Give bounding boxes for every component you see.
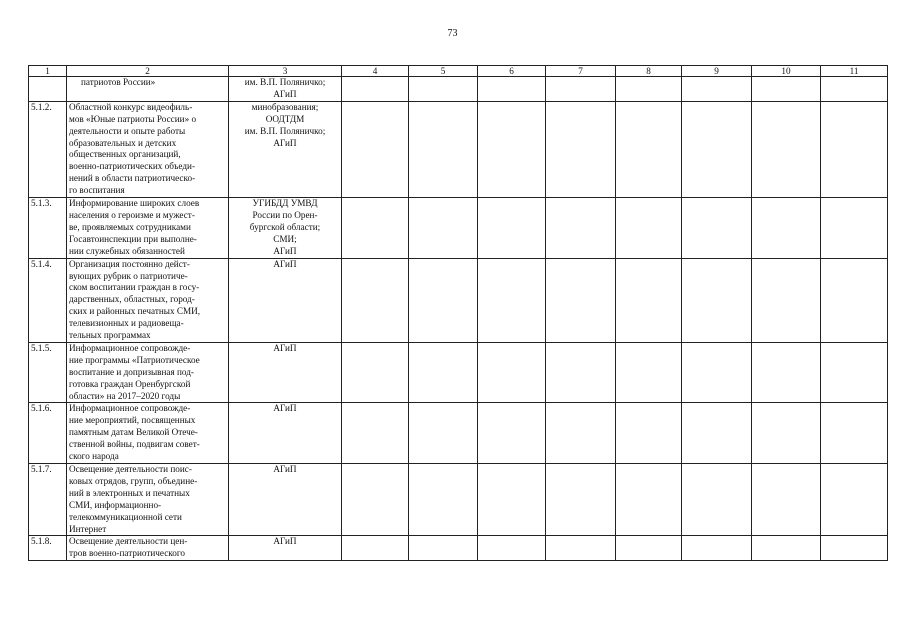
empty-cell-col-10 (752, 464, 821, 536)
executor-line: АГиП (273, 403, 297, 414)
activity-name-line: го воспитания (69, 185, 125, 196)
activity-name-line: тров военно-патриотического (69, 548, 186, 559)
executor-line: им. В.П. Поляничко; (244, 77, 326, 87)
empty-cell-col-10 (752, 258, 821, 342)
activity-name-line: Организация постоянно дейст- (69, 258, 190, 269)
executor-line: им. В.П. Поляничко; (244, 125, 326, 136)
table-row (29, 536, 888, 561)
empty-cell-col-11 (821, 198, 888, 259)
activity-name-line: Областной конкурс видеофиль- (69, 101, 193, 112)
executor-line: УГИБДД УМВД (252, 198, 318, 209)
header-cell: 5 (409, 66, 478, 77)
activity-name-line: тельных программах (69, 330, 151, 341)
empty-cell-col-4 (342, 342, 409, 403)
activity-name (67, 77, 229, 102)
header-cell: 11 (821, 66, 888, 77)
empty-cell-col-9 (682, 198, 752, 259)
activity-name (67, 198, 229, 259)
activity-name-line: телевизионных и радиовеща- (69, 318, 184, 329)
header-cell: 6 (478, 66, 546, 77)
empty-cell-col-7 (546, 464, 616, 536)
activity-name-line: Информационное сопровожде- (69, 403, 191, 414)
activity-name-line: телекоммуникационной сети (69, 511, 182, 522)
empty-cell-col-8 (616, 258, 682, 342)
executor-line: АГиП (273, 342, 297, 353)
activity-name-line: нений в области патриотическо- (69, 173, 196, 184)
activity-name-line: ском воспитании граждан в госу- (69, 282, 200, 293)
empty-cell-col-10 (752, 342, 821, 403)
empty-cell-col-7 (546, 258, 616, 342)
executor-line: АГиП (273, 536, 297, 547)
empty-cell-col-4 (342, 536, 409, 561)
empty-cell-col-5 (409, 464, 478, 536)
empty-cell-col-6 (478, 342, 546, 403)
empty-cell-col-5 (409, 101, 478, 197)
activity-name-line: Информирование широких слоев (69, 198, 200, 209)
header-row (29, 66, 888, 77)
empty-cell-col-5 (409, 198, 478, 259)
executor (229, 258, 342, 342)
executor-line: России по Орен- (252, 209, 318, 220)
table-row (29, 198, 888, 259)
activity-name-line: памятным датам Великой Отече- (69, 427, 198, 438)
executor (229, 77, 342, 102)
table-row (29, 101, 888, 197)
activity-name-line: ственной войны, подвигам совет- (69, 439, 200, 450)
empty-cell-col-5 (409, 342, 478, 403)
activity-name-line: ние программы «Патриотическое (69, 354, 200, 365)
empty-cell-col-5 (409, 536, 478, 561)
activity-name (67, 536, 229, 561)
empty-cell-col-8 (616, 403, 682, 464)
executor-line: АГиП (273, 464, 297, 474)
item-number: 5.1.7. (29, 464, 67, 536)
item-number: 5.1.4. (29, 258, 67, 342)
table-row (29, 258, 888, 342)
empty-cell-col-5 (409, 403, 478, 464)
activity-name-line: вующих рубрик о патриотиче- (69, 270, 188, 281)
activity-name-line: деятельности и опыте работы (69, 125, 186, 136)
executor-line: ООДТДМ (265, 113, 305, 124)
header-cell: 7 (546, 66, 616, 77)
empty-cell-col-9 (682, 536, 752, 561)
executor-line: АГиП (273, 137, 297, 148)
empty-cell-col-6 (478, 101, 546, 197)
header-cell: 1 (29, 66, 67, 77)
activity-name-line: ний в электронных и печатных (69, 487, 190, 498)
executor (229, 342, 342, 403)
activity-name-line: Госавтоинспекции при выполне- (69, 233, 197, 244)
activity-name-line: Освещение деятельности цен- (69, 536, 188, 547)
empty-cell-col-6 (478, 258, 546, 342)
empty-cell-col-11 (821, 403, 888, 464)
program-activities-table (28, 65, 888, 561)
empty-cell-col-9 (682, 258, 752, 342)
executor-line: АГиП (273, 245, 297, 256)
activity-name-line: образовательных и детских (69, 137, 177, 148)
empty-cell-col-9 (682, 101, 752, 197)
empty-cell-col-4 (342, 77, 409, 102)
empty-cell-col-9 (682, 403, 752, 464)
activity-name-line: ских и районных печатных СМИ, (69, 306, 201, 317)
activity-name (67, 464, 229, 536)
executor (229, 403, 342, 464)
empty-cell-col-10 (752, 198, 821, 259)
executor-line: АГиП (273, 258, 297, 269)
activity-name-line: ве, проявляемых сотрудниками (69, 221, 191, 232)
activity-name-line: Освещение деятельности поис- (69, 464, 192, 474)
header-cell: 10 (752, 66, 821, 77)
activity-name (67, 342, 229, 403)
empty-cell-col-4 (342, 258, 409, 342)
empty-cell-col-10 (752, 101, 821, 197)
executor-line: минобразования; (251, 101, 319, 112)
activity-name-line: ние мероприятий, посвященных (69, 415, 196, 426)
empty-cell-col-11 (821, 342, 888, 403)
item-number: 5.1.2. (29, 101, 67, 197)
executor (229, 536, 342, 561)
activity-name-line: дарственных, областных, город- (69, 294, 195, 305)
empty-cell-col-4 (342, 464, 409, 536)
empty-cell-col-11 (821, 258, 888, 342)
header-cell: 3 (229, 66, 342, 77)
empty-cell-col-11 (821, 464, 888, 536)
empty-cell-col-5 (409, 77, 478, 102)
empty-cell-col-7 (546, 536, 616, 561)
empty-cell-col-9 (682, 464, 752, 536)
empty-cell-col-11 (821, 101, 888, 197)
item-number: 5.1.6. (29, 403, 67, 464)
activity-name-line: населения о героизме и мужест- (69, 209, 195, 220)
executor (229, 198, 342, 259)
activity-name-line: мов «Юные патриоты России» о (69, 113, 197, 124)
activity-name-line: Интернет (69, 523, 107, 534)
table-row (29, 403, 888, 464)
empty-cell-col-7 (546, 77, 616, 102)
activity-name-line: ского народа (69, 451, 119, 462)
empty-cell-col-10 (752, 536, 821, 561)
empty-cell-col-4 (342, 101, 409, 197)
empty-cell-col-11 (821, 77, 888, 102)
activity-name (67, 101, 229, 197)
item-number (29, 77, 67, 102)
item-number: 5.1.5. (29, 342, 67, 403)
activity-name-line: Информационное сопровожде- (69, 342, 191, 353)
activity-name-line: готовка граждан Оренбургской (69, 378, 191, 389)
empty-cell-col-6 (478, 464, 546, 536)
header-cell: 4 (342, 66, 409, 77)
empty-cell-col-4 (342, 198, 409, 259)
empty-cell-col-9 (682, 77, 752, 102)
executor-line: бургской области; (249, 221, 321, 232)
activity-name-line: военно-патриотических объеди- (69, 161, 196, 172)
empty-cell-col-10 (752, 403, 821, 464)
empty-cell-col-7 (546, 198, 616, 259)
header-cell: 9 (682, 66, 752, 77)
activity-name-line: ковых отрядов, групп, объедине- (69, 475, 198, 486)
empty-cell-col-7 (546, 342, 616, 403)
empty-cell-col-8 (616, 101, 682, 197)
header-cell: 2 (67, 66, 229, 77)
item-number: 5.1.8. (29, 536, 67, 561)
empty-cell-col-4 (342, 403, 409, 464)
executor-line: АГиП (273, 88, 297, 99)
empty-cell-col-7 (546, 403, 616, 464)
executor (229, 101, 342, 197)
empty-cell-col-10 (752, 77, 821, 102)
activity-name-line: нии служебных обязанностей (69, 245, 185, 256)
empty-cell-col-6 (478, 403, 546, 464)
empty-cell-col-5 (409, 258, 478, 342)
page-number: 73 (447, 28, 458, 39)
empty-cell-col-8 (616, 198, 682, 259)
item-number: 5.1.3. (29, 198, 67, 259)
activity-name-line: области» на 2017–2020 годы (69, 390, 181, 401)
empty-cell-col-11 (821, 536, 888, 561)
empty-cell-col-9 (682, 342, 752, 403)
header-cell: 8 (616, 66, 682, 77)
empty-cell-col-8 (616, 342, 682, 403)
empty-cell-col-6 (478, 198, 546, 259)
activity-name-line: воспитание и допризывная под- (69, 366, 194, 377)
executor (229, 464, 342, 536)
activity-name (67, 403, 229, 464)
empty-cell-col-8 (616, 464, 682, 536)
empty-cell-col-7 (546, 101, 616, 197)
table-row (29, 77, 888, 102)
empty-cell-col-8 (616, 77, 682, 102)
empty-cell-col-6 (478, 536, 546, 561)
table-row (29, 464, 888, 536)
empty-cell-col-6 (478, 77, 546, 102)
table-row (29, 342, 888, 403)
empty-cell-col-8 (616, 536, 682, 561)
activity-name-line: патриотов России» (81, 77, 156, 87)
activity-name (67, 258, 229, 342)
activity-name-line: общественных организаций, (69, 149, 181, 160)
activity-name-line: СМИ, информационно- (69, 499, 162, 510)
executor-line: СМИ; (273, 233, 297, 244)
